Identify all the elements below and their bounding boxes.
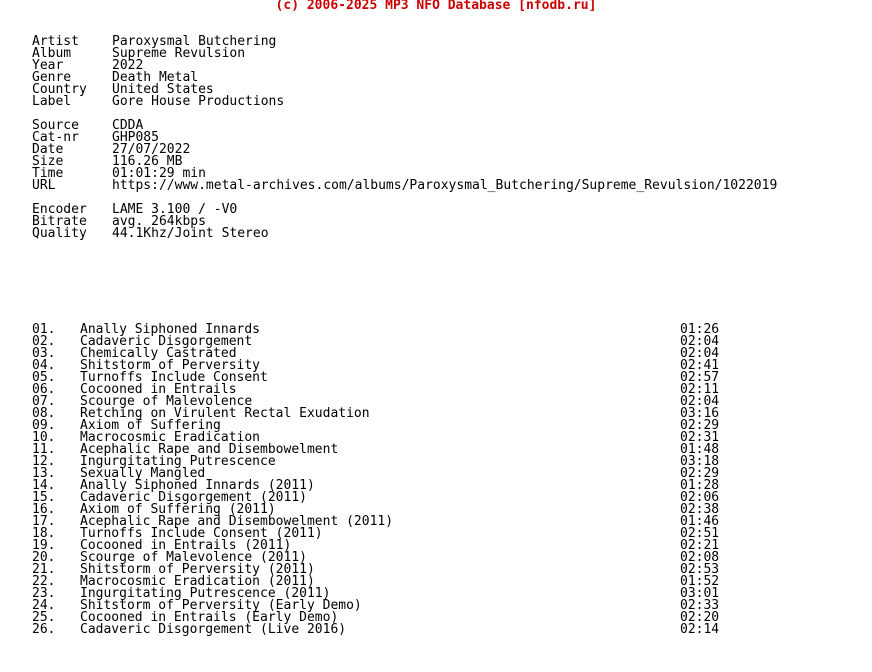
info-key: Cat-nr xyxy=(32,130,79,145)
track-number: 26. xyxy=(32,622,56,637)
track-duration: 02:29 xyxy=(680,418,720,433)
track-duration: 03:16 xyxy=(680,406,720,421)
track-title: Cadaveric Disgorgement (2011) xyxy=(80,490,307,505)
track-title: Shitstorm of Perversity xyxy=(80,358,261,373)
track-duration: 02:41 xyxy=(680,358,720,373)
track-duration: 01:48 xyxy=(680,442,720,457)
info-value: https://www.metal-archives.com/albums/Paroxysmal_Butchering/Supreme_Revulsion/1022019 xyxy=(112,178,778,193)
track-title: Turnoffs Include Consent (2011) xyxy=(80,526,323,541)
track-title: Shitstorm of Perversity (2011) xyxy=(80,562,315,577)
track-duration: 02:33 xyxy=(680,598,720,613)
track-title: Cocooned in Entrails xyxy=(80,382,237,397)
track-number: 12. xyxy=(32,454,56,469)
track-number: 01. xyxy=(32,322,56,337)
track-duration: 02:38 xyxy=(680,502,720,517)
info-value: 2022 xyxy=(112,58,144,73)
info-key: Date xyxy=(32,142,64,157)
track-number: 21. xyxy=(32,562,56,577)
info-key: Year xyxy=(32,58,64,73)
info-key: Country xyxy=(32,82,87,97)
track-title: Anally Siphoned Innards xyxy=(80,322,261,337)
track-title: Cocooned in Entrails (2011) xyxy=(80,538,292,553)
track-title: Turnoffs Include Consent xyxy=(80,370,268,385)
track-number: 19. xyxy=(32,538,56,553)
info-value: 116.26 MB xyxy=(112,154,183,169)
track-duration: 01:26 xyxy=(680,322,720,337)
track-number: 02. xyxy=(32,334,56,349)
track-duration: 02:14 xyxy=(680,622,720,637)
info-value: GHP085 xyxy=(112,130,159,145)
info-value: CDDA xyxy=(112,118,144,133)
track-title: Retching on Virulent Rectal Exudation xyxy=(80,406,370,421)
track-title: Cocooned in Entrails (Early Demo) xyxy=(80,610,339,625)
info-key: Artist xyxy=(32,34,79,49)
info-key: Source xyxy=(32,118,79,133)
track-number: 18. xyxy=(32,526,56,541)
track-number: 09. xyxy=(32,418,56,433)
info-value: LAME 3.100 / -V0 xyxy=(112,202,238,217)
track-title: Shitstorm of Perversity (Early Demo) xyxy=(80,598,362,613)
track-number: 25. xyxy=(32,610,56,625)
track-number: 13. xyxy=(32,466,56,481)
track-title: Chemically Castrated xyxy=(80,346,237,361)
track-number: 17. xyxy=(32,514,56,529)
track-number: 07. xyxy=(32,394,56,409)
info-value: Gore House Productions xyxy=(112,94,285,109)
track-number: 06. xyxy=(32,382,56,397)
info-key: Quality xyxy=(32,226,87,241)
track-duration: 02:51 xyxy=(680,526,720,541)
track-duration: 02:11 xyxy=(680,382,720,397)
track-title: Cadaveric Disgorgement (Live 2016) xyxy=(80,622,347,637)
info-key: Label xyxy=(32,94,72,109)
track-number: 22. xyxy=(32,574,56,589)
info-value: avg. 264kbps xyxy=(112,214,206,229)
track-title: Sexually Mangled xyxy=(80,466,206,481)
info-value: 01:01:29 min xyxy=(112,166,206,181)
track-duration: 02:04 xyxy=(680,394,720,409)
info-value: 44.1Khz/Joint Stereo xyxy=(112,226,269,241)
track-title: Scourge of Malevolence xyxy=(80,394,253,409)
track-duration: 01:28 xyxy=(680,478,720,493)
info-key: Bitrate xyxy=(32,214,87,229)
track-duration: 02:21 xyxy=(680,538,720,553)
info-value: Paroxysmal Butchering xyxy=(112,34,277,49)
track-title: Axiom of Suffering (2011) xyxy=(80,502,276,517)
track-duration: 02:20 xyxy=(680,610,720,625)
track-title: Acephalic Rape and Disembowelment xyxy=(80,442,339,457)
track-title: Macrocosmic Eradication xyxy=(80,430,261,445)
track-number: 10. xyxy=(32,430,56,445)
info-key: Size xyxy=(32,154,64,169)
track-number: 08. xyxy=(32,406,56,421)
info-value: 27/07/2022 xyxy=(112,142,191,157)
tracklist xyxy=(32,324,732,636)
track-title: Ingurgitating Putrescence xyxy=(80,454,276,469)
info-value: Death Metal xyxy=(112,70,199,85)
info-value: United States xyxy=(112,82,214,97)
track-duration: 02:08 xyxy=(680,550,720,565)
track-number: 03. xyxy=(32,346,56,361)
track-duration: 02:31 xyxy=(680,430,720,445)
track-number: 11. xyxy=(32,442,56,457)
track-duration: 02:29 xyxy=(680,466,720,481)
track-title: Ingurgitating Putrescence (2011) xyxy=(80,586,331,601)
track-number: 20. xyxy=(32,550,56,565)
track-duration: 02:04 xyxy=(680,346,720,361)
track-title: Scourge of Malevolence (2011) xyxy=(80,550,307,565)
track-number: 14. xyxy=(32,478,56,493)
track-number: 15. xyxy=(32,490,56,505)
track-duration: 02:04 xyxy=(680,334,720,349)
info-key: URL xyxy=(32,178,56,193)
track-number: 05. xyxy=(32,370,56,385)
track-title: Axiom of Suffering xyxy=(80,418,221,433)
track-number: 16. xyxy=(32,502,56,517)
track-duration: 03:18 xyxy=(680,454,720,469)
track-title: Acephalic Rape and Disembowelment (2011) xyxy=(80,514,394,529)
track-duration: 01:52 xyxy=(680,574,720,589)
track-number: 04. xyxy=(32,358,56,373)
track-duration: 02:06 xyxy=(680,490,720,505)
track-duration: 02:53 xyxy=(680,562,720,577)
track-title: Anally Siphoned Innards (2011) xyxy=(80,478,315,493)
track-number: 23. xyxy=(32,586,56,601)
info-key: Encoder xyxy=(32,202,87,217)
info-key: Time xyxy=(32,166,64,181)
site-header: (c) 2006-2025 MP3 NFO Database [nfodb.ru] xyxy=(275,0,597,13)
track-duration: 02:57 xyxy=(680,370,720,385)
track-row xyxy=(32,624,732,636)
info-key: Album xyxy=(32,46,72,61)
track-title: Cadaveric Disgorgement xyxy=(80,334,253,349)
info-value: Supreme Revulsion xyxy=(112,46,246,61)
track-title: Macrocosmic Eradication (2011) xyxy=(80,574,315,589)
info-key: Genre xyxy=(32,70,72,85)
track-duration: 03:01 xyxy=(680,586,720,601)
track-duration: 01:46 xyxy=(680,514,720,529)
track-number: 24. xyxy=(32,598,56,613)
